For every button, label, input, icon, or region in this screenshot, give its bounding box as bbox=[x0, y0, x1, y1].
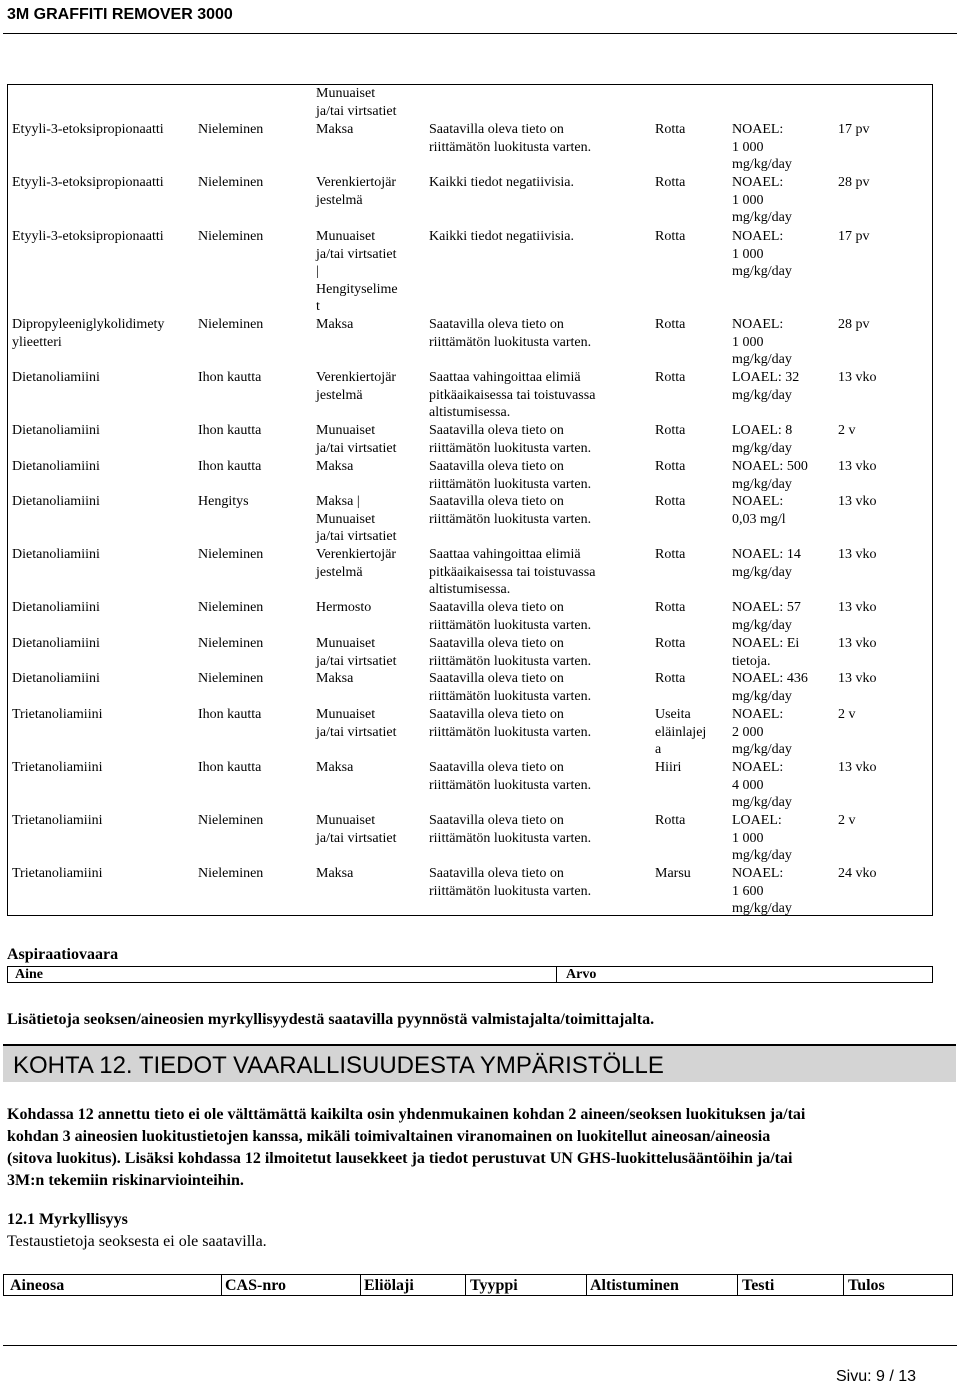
tox-cell-organ: ja/tai virtsatiet bbox=[316, 653, 397, 669]
tox-cell-value: NOAEL: bbox=[732, 494, 784, 509]
tox-cell-value: mg/kg/day bbox=[732, 564, 792, 580]
tox-cell-organ: ja/tai virtsatiet bbox=[316, 830, 397, 846]
tox-cell-route: Nieleminen bbox=[198, 547, 264, 562]
tox-cell-value: mg/kg/day bbox=[732, 264, 792, 279]
footer-divider bbox=[3, 1345, 957, 1346]
tox-cell-value: mg/kg/day bbox=[732, 795, 792, 810]
tox-cell-species: Rotta bbox=[655, 459, 686, 474]
tox-cell-value: NOAEL: bbox=[732, 707, 784, 722]
tox-cell-result: Saattaa vahingoittaa elimiä bbox=[429, 370, 581, 385]
tox-cell-value: LOAEL: 8 bbox=[732, 423, 793, 438]
paragraph-line: Kohdassa 12 annettu tieto ei ole välttämättä kaikilta osin yhdenmukainen kohdan 2 aineen/seoksen luokituksen ja/tai bbox=[7, 1106, 806, 1123]
tox-cell-species: Useita bbox=[655, 707, 691, 722]
tox-cell-duration: 13 vko bbox=[838, 760, 877, 775]
tox-cell-value: 1 000 bbox=[732, 830, 764, 846]
tox-cell-species: Hiiri bbox=[655, 760, 682, 775]
tox-cell-substance: ylieetteri bbox=[12, 334, 62, 350]
tox-cell-result: riittämätön luokitusta varten. bbox=[429, 440, 592, 456]
section-12-title: KOHTA 12. TIEDOT VAARALLISUUDESTA YMPÄRISTÖLLE bbox=[13, 1052, 664, 1079]
tox-cell-organ: Munuaiset bbox=[316, 423, 376, 438]
tox-cell-value: NOAEL: 14 bbox=[732, 547, 801, 562]
tox-cell-species: Rotta bbox=[655, 600, 686, 615]
tox-cell-organ: jestelmä bbox=[316, 564, 363, 580]
eco-col-eliolaji: Eliölaji bbox=[364, 1277, 414, 1294]
tox-cell-value: 1 000 bbox=[732, 334, 764, 350]
tox-cell-route: Nieleminen bbox=[198, 636, 264, 651]
tox-cell-substance: Trietanoliamiini bbox=[12, 760, 103, 775]
tox-cell-result: riittämätön luokitusta varten. bbox=[429, 777, 592, 793]
eco-col-cas: CAS-nro bbox=[225, 1277, 287, 1294]
product-title: 3M GRAFFITI REMOVER 3000 bbox=[7, 6, 233, 23]
tox-cell-species: a bbox=[655, 742, 662, 757]
tox-cell-organ: jestelmä bbox=[316, 387, 363, 403]
tox-cell-species: Rotta bbox=[655, 671, 686, 686]
tox-cell-organ: Maksa bbox=[316, 760, 354, 775]
tox-cell-value: 1 000 bbox=[732, 246, 764, 262]
tox-cell-value: mg/kg/day bbox=[732, 688, 792, 704]
eco-col-divider bbox=[221, 1275, 222, 1295]
tox-cell-value: NOAEL: bbox=[732, 866, 784, 881]
tox-cell-value: NOAEL: bbox=[732, 229, 784, 244]
tox-cell-route: Ihon kautta bbox=[198, 423, 262, 438]
tox-cell-result: riittämätön luokitusta varten. bbox=[429, 724, 592, 740]
eco-col-testi: Testi bbox=[742, 1277, 775, 1294]
aspiration-col-divider bbox=[556, 967, 557, 982]
tox-cell-route: Hengitys bbox=[198, 494, 249, 509]
tox-cell-value: mg/kg/day bbox=[732, 742, 792, 757]
section-12-paragraph bbox=[7, 1104, 953, 1192]
tox-cell-result: Saatavilla oleva tieto on bbox=[429, 600, 564, 615]
tox-cell-duration: 17 pv bbox=[838, 229, 870, 244]
paragraph-line: 3M:n tekemiin riskinarviointeihin. bbox=[7, 1172, 244, 1189]
tox-cell-species: Rotta bbox=[655, 229, 686, 244]
tox-cell-value: mg/kg/day bbox=[732, 901, 792, 916]
aspiration-title: Aspiraatiovaara bbox=[7, 946, 119, 963]
tox-cell-organ: ja/tai virtsatiet bbox=[316, 103, 397, 119]
tox-cell-result: riittämätön luokitusta varten. bbox=[429, 476, 592, 492]
tox-cell-substance: Trietanoliamiini bbox=[12, 813, 103, 828]
tox-cell-result: Saatavilla oleva tieto on bbox=[429, 494, 564, 509]
tox-cell-result: Saatavilla oleva tieto on bbox=[429, 636, 564, 651]
tox-cell-route: Nieleminen bbox=[198, 866, 264, 881]
section-12-band bbox=[3, 1044, 956, 1082]
tox-cell-result: Saatavilla oleva tieto on bbox=[429, 122, 564, 137]
tox-cell-result: pitkäaikaisessa tai toistuvassa bbox=[429, 564, 596, 580]
tox-cell-organ: Hengityselime bbox=[316, 281, 398, 297]
tox-cell-result: Saattaa vahingoittaa elimiä bbox=[429, 547, 581, 562]
aspiration-col-value: Arvo bbox=[566, 967, 597, 982]
tox-cell-substance: Trietanoliamiini bbox=[12, 866, 103, 881]
tox-cell-value: mg/kg/day bbox=[732, 210, 792, 225]
subsection-text: Testaustietoja seoksesta ei ole saatavilla. bbox=[7, 1233, 267, 1250]
tox-cell-result: Saatavilla oleva tieto on bbox=[429, 459, 564, 474]
tox-cell-value: NOAEL: 436 bbox=[732, 671, 808, 686]
tox-cell-route: Ihon kautta bbox=[198, 707, 262, 722]
tox-cell-value: 2 000 bbox=[732, 724, 764, 740]
tox-cell-route: Nieleminen bbox=[198, 600, 264, 615]
eco-col-aineosa: Aineosa bbox=[10, 1277, 65, 1294]
tox-cell-value: mg/kg/day bbox=[732, 157, 792, 172]
tox-cell-organ: Munuaiset bbox=[316, 636, 376, 651]
tox-cell-duration: 2 v bbox=[838, 707, 856, 722]
tox-cell-value: 1 600 bbox=[732, 883, 764, 899]
eco-col-tulos: Tulos bbox=[848, 1277, 885, 1294]
tox-cell-substance: Dietanoliamiini bbox=[12, 636, 100, 651]
tox-cell-species: Rotta bbox=[655, 370, 686, 385]
tox-cell-substance: Dietanoliamiini bbox=[12, 370, 100, 385]
tox-cell-organ: Maksa | bbox=[316, 494, 360, 509]
tox-cell-duration: 13 vko bbox=[838, 494, 877, 509]
tox-cell-organ: Verenkiertojär bbox=[316, 370, 397, 385]
tox-cell-value: mg/kg/day bbox=[732, 440, 792, 456]
tox-cell-value: tietoja. bbox=[732, 653, 771, 669]
tox-cell-result: riittämätön luokitusta varten. bbox=[429, 883, 592, 899]
tox-cell-value: NOAEL: 57 bbox=[732, 600, 801, 615]
tox-cell-value: LOAEL: bbox=[732, 813, 782, 828]
tox-cell-result: riittämätön luokitusta varten. bbox=[429, 830, 592, 846]
tox-cell-species: Rotta bbox=[655, 636, 686, 651]
tox-cell-value: mg/kg/day bbox=[732, 352, 792, 367]
tox-cell-result: riittämätön luokitusta varten. bbox=[429, 653, 592, 669]
header-divider bbox=[3, 33, 957, 34]
tox-cell-result: Saatavilla oleva tieto on bbox=[429, 760, 564, 775]
tox-cell-substance: Dietanoliamiini bbox=[12, 600, 100, 615]
tox-cell-value: 1 000 bbox=[732, 139, 764, 155]
tox-cell-duration: 13 vko bbox=[838, 547, 877, 562]
paragraph-line: kohdan 3 aineosien luokitustietojen kanssa, mikäli toimivaltainen viranomainen on luokitellut aineosan/aineosia bbox=[7, 1128, 771, 1145]
tox-cell-result: altistumisessa. bbox=[429, 582, 511, 597]
tox-cell-organ: Maksa bbox=[316, 122, 354, 137]
tox-cell-organ: ja/tai virtsatiet bbox=[316, 440, 397, 456]
tox-cell-substance: Dietanoliamiini bbox=[12, 459, 100, 474]
tox-cell-species: Rotta bbox=[655, 813, 686, 828]
tox-cell-value: mg/kg/day bbox=[732, 617, 792, 633]
tox-cell-species: eläinlajej bbox=[655, 724, 707, 740]
tox-cell-value: NOAEL: bbox=[732, 175, 784, 190]
tox-cell-value: NOAEL: bbox=[732, 317, 784, 332]
tox-cell-species: Rotta bbox=[655, 317, 686, 332]
eco-col-divider bbox=[586, 1275, 587, 1295]
tox-cell-value: 4 000 bbox=[732, 777, 764, 793]
tox-cell-organ: jestelmä bbox=[316, 192, 363, 208]
tox-cell-duration: 17 pv bbox=[838, 122, 870, 137]
tox-cell-duration: 24 vko bbox=[838, 866, 877, 881]
tox-cell-route: Nieleminen bbox=[198, 175, 264, 190]
tox-cell-organ: Hermosto bbox=[316, 600, 372, 615]
tox-cell-result: riittämätön luokitusta varten. bbox=[429, 617, 592, 633]
tox-cell-substance: Etyyli-3-etoksipropionaatti bbox=[12, 175, 164, 190]
tox-cell-substance: Dietanoliamiini bbox=[12, 423, 100, 438]
tox-cell-substance: Trietanoliamiini bbox=[12, 707, 103, 722]
tox-cell-organ: Maksa bbox=[316, 866, 354, 881]
tox-cell-result: Saatavilla oleva tieto on bbox=[429, 707, 564, 722]
tox-cell-organ: ja/tai virtsatiet bbox=[316, 529, 397, 544]
tox-cell-duration: 28 pv bbox=[838, 317, 870, 332]
tox-cell-value: 0,03 mg/l bbox=[732, 511, 786, 527]
tox-cell-organ: Munuaiset bbox=[316, 511, 376, 527]
tox-cell-value: mg/kg/day bbox=[732, 848, 792, 863]
tox-cell-organ: Munuaiset bbox=[316, 707, 376, 722]
tox-cell-duration: 13 vko bbox=[838, 370, 877, 385]
eco-col-tyyppi: Tyyppi bbox=[470, 1277, 518, 1294]
eco-col-divider bbox=[360, 1275, 361, 1295]
tox-cell-route: Ihon kautta bbox=[198, 370, 262, 385]
tox-cell-result: Kaikki tiedot negatiivisia. bbox=[429, 229, 575, 244]
tox-cell-value: mg/kg/day bbox=[732, 387, 792, 403]
tox-cell-duration: 13 vko bbox=[838, 636, 877, 651]
tox-cell-substance: Dietanoliamiini bbox=[12, 547, 100, 562]
tox-cell-value: NOAEL: bbox=[732, 122, 784, 137]
tox-cell-value: mg/kg/day bbox=[732, 476, 792, 492]
tox-cell-duration: 2 v bbox=[838, 813, 856, 828]
tox-cell-duration: 2 v bbox=[838, 423, 856, 438]
tox-cell-organ: Verenkiertojär bbox=[316, 547, 397, 562]
tox-cell-result: Saatavilla oleva tieto on bbox=[429, 423, 564, 438]
tox-cell-result: Saatavilla oleva tieto on bbox=[429, 671, 564, 686]
tox-cell-route: Nieleminen bbox=[198, 122, 264, 137]
tox-cell-result: riittämätön luokitusta varten. bbox=[429, 334, 592, 350]
tox-cell-organ: Maksa bbox=[316, 671, 354, 686]
aspiration-table bbox=[7, 966, 933, 983]
tox-cell-species: Rotta bbox=[655, 547, 686, 562]
tox-cell-species: Rotta bbox=[655, 494, 686, 509]
tox-cell-result: Kaikki tiedot negatiivisia. bbox=[429, 175, 575, 190]
eco-col-divider bbox=[843, 1275, 844, 1295]
tox-cell-substance: Dietanoliamiini bbox=[12, 494, 100, 509]
tox-cell-substance: Dipropyleeniglykolidimety bbox=[12, 317, 165, 332]
tox-cell-duration: 13 vko bbox=[838, 671, 877, 686]
tox-cell-species: Rotta bbox=[655, 423, 686, 438]
paragraph-line: (sitova luokitus). Lisäksi kohdassa 12 ilmoitetut lausekkeet ja tiedot perustuvat UN GHS-luokittelusääntöihin ja/tai bbox=[7, 1150, 793, 1167]
tox-cell-result: Saatavilla oleva tieto on bbox=[429, 317, 564, 332]
tox-cell-substance: Dietanoliamiini bbox=[12, 671, 100, 686]
tox-cell-value: NOAEL: 500 bbox=[732, 459, 808, 474]
tox-cell-duration: 13 vko bbox=[838, 459, 877, 474]
tox-cell-organ: | bbox=[316, 264, 319, 279]
tox-cell-route: Nieleminen bbox=[198, 229, 264, 244]
tox-cell-route: Nieleminen bbox=[198, 813, 264, 828]
eco-col-divider bbox=[465, 1275, 466, 1295]
document-header bbox=[0, 0, 960, 32]
tox-cell-value: LOAEL: 32 bbox=[732, 370, 800, 385]
tox-cell-duration: 28 pv bbox=[838, 175, 870, 190]
tox-cell-organ: t bbox=[316, 299, 320, 314]
more-info-text: Lisätietoja seoksen/aineosien myrkyllisyydestä saatavilla pyynnöstä valmistajalta/toimittajalta. bbox=[7, 1011, 655, 1028]
page-number: Sivu: 9 / 13 bbox=[836, 1368, 917, 1385]
tox-cell-result: Saatavilla oleva tieto on bbox=[429, 866, 564, 881]
eco-col-divider bbox=[737, 1275, 738, 1295]
tox-cell-result: altistumisessa. bbox=[429, 405, 511, 420]
tox-cell-organ: Munuaiset bbox=[316, 813, 376, 828]
toxicity-table bbox=[7, 84, 933, 916]
tox-cell-duration: 13 vko bbox=[838, 600, 877, 615]
tox-cell-substance: Etyyli-3-etoksipropionaatti bbox=[12, 229, 164, 244]
tox-cell-result: pitkäaikaisessa tai toistuvassa bbox=[429, 387, 596, 403]
tox-cell-species: Marsu bbox=[655, 866, 691, 881]
tox-cell-result: Saatavilla oleva tieto on bbox=[429, 813, 564, 828]
aspiration-col-substance: Aine bbox=[15, 967, 43, 982]
tox-cell-organ: Maksa bbox=[316, 317, 354, 332]
tox-cell-value: 1 000 bbox=[732, 192, 764, 208]
tox-cell-species: Rotta bbox=[655, 175, 686, 190]
tox-cell-route: Ihon kautta bbox=[198, 760, 262, 775]
tox-cell-route: Nieleminen bbox=[198, 317, 264, 332]
subsection-title: 12.1 Myrkyllisyys bbox=[7, 1211, 128, 1228]
tox-cell-value: NOAEL: bbox=[732, 760, 784, 775]
eco-col-altistuminen: Altistuminen bbox=[590, 1277, 679, 1294]
tox-cell-organ: Verenkiertojär bbox=[316, 175, 397, 190]
tox-cell-result: riittämätön luokitusta varten. bbox=[429, 511, 592, 527]
tox-cell-organ: Munuaiset bbox=[316, 229, 376, 244]
tox-cell-route: Nieleminen bbox=[198, 671, 264, 686]
tox-cell-organ: Munuaiset bbox=[316, 86, 376, 101]
tox-cell-result: riittämätön luokitusta varten. bbox=[429, 139, 592, 155]
tox-cell-organ: ja/tai virtsatiet bbox=[316, 724, 397, 740]
tox-cell-result: riittämätön luokitusta varten. bbox=[429, 688, 592, 704]
tox-cell-substance: Etyyli-3-etoksipropionaatti bbox=[12, 122, 164, 137]
tox-cell-organ: Maksa bbox=[316, 459, 354, 474]
tox-cell-organ: ja/tai virtsatiet bbox=[316, 246, 397, 262]
ecotox-table-header bbox=[3, 1274, 953, 1296]
tox-cell-value: NOAEL: Ei bbox=[732, 636, 800, 651]
tox-cell-route: Ihon kautta bbox=[198, 459, 262, 474]
tox-cell-species: Rotta bbox=[655, 122, 686, 137]
